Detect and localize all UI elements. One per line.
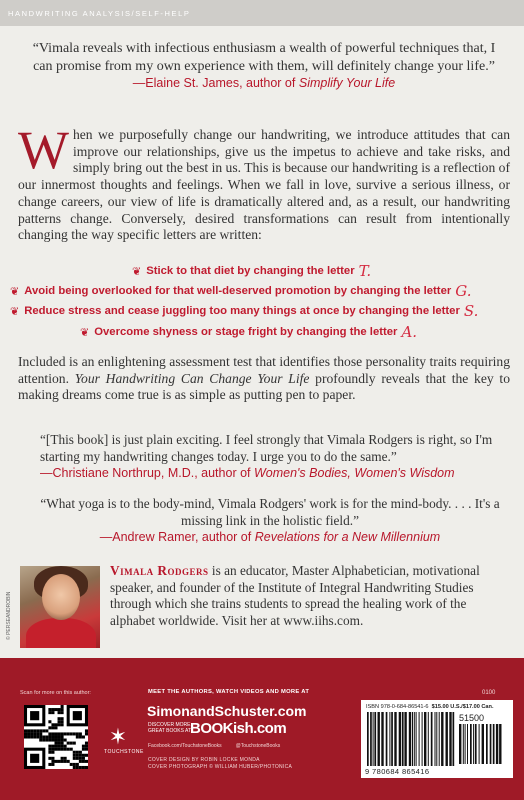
- author-photo: [20, 566, 100, 648]
- price-barcode: [459, 724, 505, 764]
- benefit-text: Reduce stress and cease juggling too many things at once by changing the letter: [24, 305, 460, 317]
- photo-credit: © PERSEANDROBIN: [6, 591, 12, 640]
- lead-paragraph: [18, 120, 510, 244]
- author-bio: [110, 563, 505, 629]
- endorsement-quote-1: [30, 40, 498, 93]
- price-barcode-label: 51500: [459, 713, 485, 723]
- category-label: HANDWRITING ANALYSIS/SELF-HELP: [8, 9, 191, 18]
- price-label: $15.00 U.S./$17.00 Can.: [431, 704, 494, 710]
- endorsement-1-attribution-prefix: —Elaine St. James, author of: [132, 76, 296, 90]
- simon-schuster-link[interactable]: SimonandSchuster.com: [147, 703, 307, 719]
- twitter-link[interactable]: @TouchstoneBooks: [235, 743, 281, 749]
- scan-prompt: Scan for more on this author:: [20, 690, 91, 696]
- benefit-item-s: [10, 302, 478, 320]
- isbn-price-line: [366, 704, 494, 710]
- leaf-bullet-icon: ❦: [132, 265, 142, 278]
- social-links: [148, 743, 280, 749]
- book-title-inline: Your Handwriting Can Change Your Life: [74, 370, 310, 386]
- meet-authors-text: MEET THE AUTHORS, WATCH VIDEOS AND MORE AT: [148, 689, 310, 695]
- endorsement-2-book-title: Women's Bodies, Women's Wisdom: [253, 466, 455, 480]
- endorsement-3-book-title: Revelations for a New Millennium: [254, 530, 441, 544]
- endorsement-3-attribution-prefix: —Andrew Ramer, author of: [99, 530, 252, 544]
- endorsement-3-text: “What yoga is to the body-mind, Vimala Rodgers' work is for the mind-body. . . . It's a missing link in the holistic field.”: [40, 496, 500, 528]
- benefit-text: Avoid being overlooked for that well-deserved promotion by changing the letter: [24, 285, 452, 297]
- endorsement-quote-3: [40, 496, 500, 546]
- barcode-panel: [361, 700, 513, 778]
- author-name: Vimala Rodgers: [110, 563, 209, 578]
- top-category-bar: [0, 0, 524, 26]
- drop-cap: W: [18, 120, 69, 180]
- handwritten-letter: S.: [463, 302, 479, 320]
- isbn-number: ISBN 978-0-684-86541-6: [366, 704, 429, 710]
- product-code: 0100: [482, 690, 496, 696]
- qr-code-icon[interactable]: [24, 705, 88, 769]
- discover-text: DISCOVER MORE GREAT BOOKS AT: [148, 722, 192, 734]
- endorsement-2-text: “[This book] is just plain exciting. I feel strongly that Vimala Rodgers is right, so I'm starting my handwriting changes today. I urge you to do the same.”: [40, 432, 493, 464]
- lead-text: hen we purposefully change our handwriting, we introduce attitudes that can improve our relationships, give us the impetus to achieve and take risks, and simply bring out the best in us. This is because our handwriting is a reflection of our innermost thoughts and feelings. When we fall in love, survive a serious illness, or change careers, our view of life is dramatically altered and, as a result, our handwriting patterns change. Conversely, desired transformations can result from intentionally changing the way specific letters are written:: [18, 127, 510, 243]
- benefit-text: Overcome shyness or stage fright by changing the letter: [94, 326, 398, 338]
- qr-code-graphic: [24, 705, 88, 769]
- handwritten-letter: A.: [401, 323, 418, 341]
- bookish-link[interactable]: BOOKish.com: [190, 720, 287, 737]
- endorsement-1-attribution: [133, 76, 395, 90]
- endorsement-2-attribution-prefix: —Christiane Northrup, M.D., author of: [40, 466, 251, 480]
- leaf-bullet-icon: ❦: [10, 285, 20, 298]
- cover-credits: [148, 757, 292, 771]
- touchstone-flame-icon: ✶: [108, 724, 128, 749]
- endorsement-2-attribution: [40, 466, 455, 480]
- included-text-2: profoundly reveals that the key to making dreams come true is as simple as putting pen to paper.: [18, 370, 511, 402]
- author-bio-text: is an educator, Master Alphabetician, motivational speaker, and founder of the Institute of Integral Handwriting Studies through which she trains students to spread the healing work of the alphabet worldwide. Visit her at www.iihs.com.: [110, 563, 480, 628]
- facebook-link[interactable]: Facebook.com/TouchstoneBooks: [148, 743, 222, 749]
- benefit-text: Stick to that diet by changing the letter: [146, 265, 355, 277]
- handwritten-letter: G.: [455, 282, 472, 300]
- isbn-barcode: [367, 712, 455, 766]
- endorsement-1-text: “Vimala reveals with infectious enthusiasm a wealth of powerful techniques that, I can promise from my own experience with them, will definitely change your life.”: [32, 41, 496, 74]
- benefit-item-g: [10, 282, 471, 300]
- publisher-logo: [104, 724, 144, 765]
- benefit-item-t: [132, 262, 371, 280]
- included-paragraph: [18, 354, 510, 404]
- leaf-bullet-icon: ❦: [10, 305, 20, 318]
- author-photo-body: [26, 618, 96, 648]
- included-text-1: Included is an enlightening assessment test that identifies those personality traits requiring attention.: [18, 354, 510, 386]
- publisher-name: TOUCHSTONE: [104, 749, 144, 755]
- author-photo-face: [42, 574, 80, 620]
- leaf-bullet-icon: ❦: [80, 326, 90, 339]
- endorsement-quote-2: [40, 432, 500, 482]
- cover-photo-credit: COVER PHOTOGRAPH © WILLIAM HUBER/PHOTONICA: [148, 764, 293, 770]
- endorsement-1-book-title: Simplify Your Life: [298, 76, 396, 90]
- benefit-item-a: [80, 323, 417, 341]
- cover-design-credit: COVER DESIGN BY ROBIN LOCKE MONDA: [148, 757, 260, 763]
- handwritten-letter: T.: [358, 262, 372, 280]
- barcode-digits: 9 780684 865416: [365, 767, 430, 776]
- endorsement-3-attribution: [100, 530, 440, 544]
